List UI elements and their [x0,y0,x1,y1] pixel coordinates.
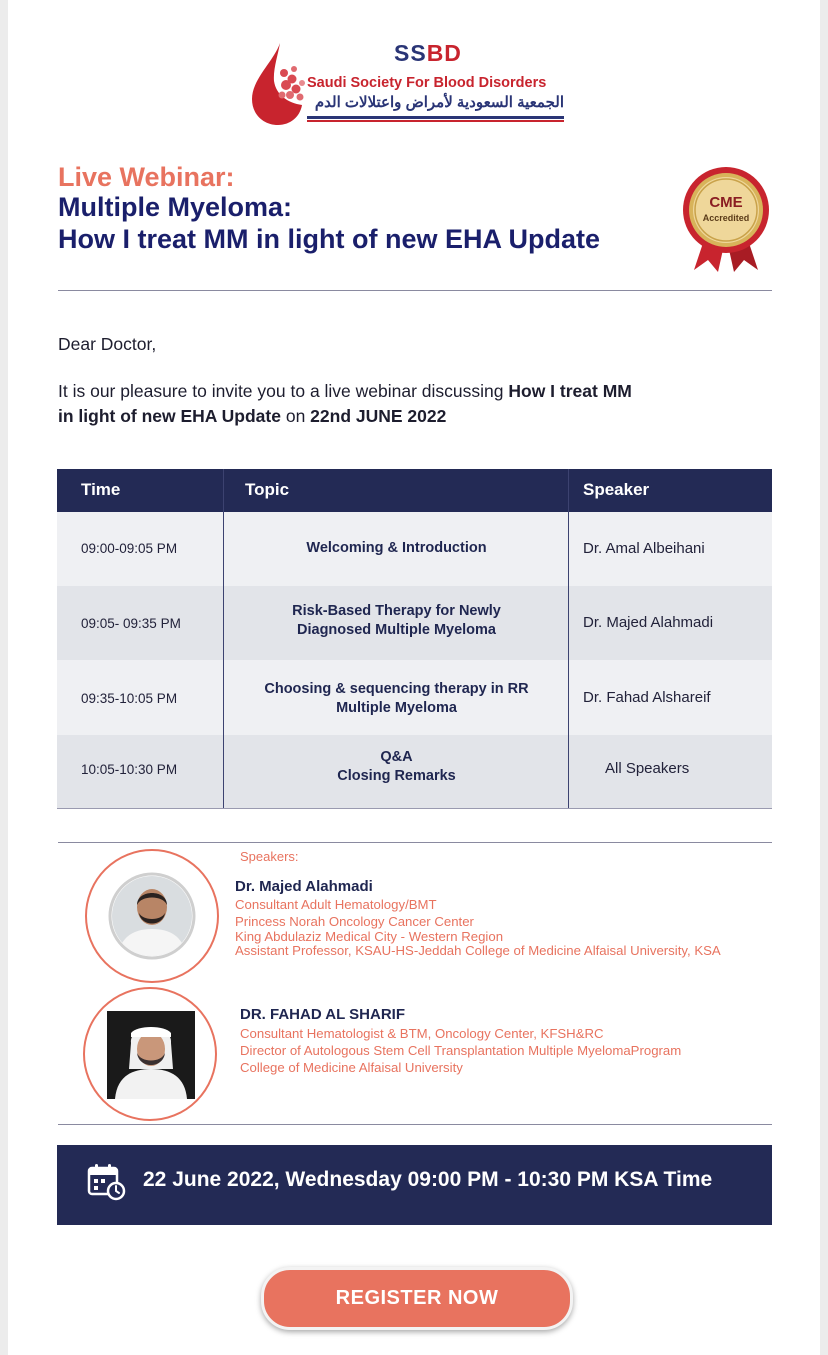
greeting: Dear Doctor, [58,334,157,354]
row-time: 09:05- 09:35 PM [81,616,181,631]
row-time: 10:05-10:30 PM [81,762,178,777]
table-row [57,660,772,735]
register-now-button[interactable]: REGISTER NOW [261,1267,573,1330]
logo-name-english: Saudi Society For Blood Disorders [307,75,547,91]
cme-badge-top-text: CME [709,194,743,211]
column-divider [568,469,569,808]
speaker-photo-icon [87,851,217,981]
table-row [57,735,772,808]
speaker-credential: Princess Norah Oncology Cancer Center [235,914,474,929]
divider [58,842,772,843]
header-topic: Topic [245,480,290,499]
event-datetime: 22 June 2022, Wednesday 09:00 PM - 10:30 PM KSA Time [143,1168,713,1191]
table-row [57,512,772,586]
row-speaker: Dr. Amal Albeihani [583,540,705,557]
table-row [57,586,772,660]
logo-underline-accent [307,120,564,122]
logo-name-arabic: الجمعية السعودية لأمراض واعتلالات الدم [314,94,564,111]
divider [58,1124,772,1125]
table-bottom-border [57,808,772,809]
logo-acronym: SSBD [394,40,462,66]
speaker-credential: Consultant Hematologist & BTM, Oncology Center, KFSH&RC [240,1026,604,1041]
speaker-name: Dr. Majed Alahmadi [235,878,373,895]
cme-accredited-badge [680,166,772,279]
email-page [8,0,820,1355]
speaker-credential: Director of Autologous Stem Cell Transplantation Multiple MyelomaProgram [240,1043,682,1058]
speaker-name: DR. FAHAD AL SHARIF [240,1006,405,1023]
row-speaker: Dr. Fahad Alshareif [583,689,711,706]
speakers-label: Speakers: [240,849,299,864]
row-time: 09:35-10:05 PM [81,691,178,706]
row-topic: Q&A Closing Remarks [337,749,456,784]
divider [58,290,772,291]
webinar-kicker: Live Webinar: [58,162,235,192]
event-datetime-banner [57,1145,772,1225]
speaker-photo-icon [85,989,215,1119]
calendar-clock-icon [86,1162,126,1202]
webinar-title-line2: How I treat MM in light of new EHA Update [58,224,600,254]
row-topic: Risk-Based Therapy for Newly Diagnosed Multiple Myeloma [292,603,501,638]
row-topic: Welcoming & Introduction [306,540,487,556]
avatar [83,987,217,1121]
row-topic: Choosing & sequencing therapy in RR Multiple Myeloma [264,681,529,716]
row-speaker: Dr. Majed Alahmadi [583,614,714,631]
row-time: 09:00-09:05 PM [81,541,178,556]
header-speaker: Speaker [583,480,650,499]
row-speaker: All Speakers [605,760,690,777]
column-divider [223,469,224,808]
avatar [85,849,219,983]
speaker-credential: King Abdulaziz Medical City - Western Region [235,929,504,944]
header-time: Time [81,480,121,499]
speaker-credential: Assistant Professor, KSAU-HS-Jeddah College of Medicine Alfaisal University, KSA [235,943,721,958]
logo-underline [307,116,564,119]
speaker-credential: Consultant Adult Hematology/BMT [235,897,437,912]
speaker-credential: College of Medicine Alfaisal University [240,1060,463,1075]
ssbd-logo [246,38,576,130]
intro-paragraph: It is our pleasure to invite you to a live webinar discussing How I treat MM in light of new EHA Update on 22nd JUNE 2022 [58,381,632,426]
webinar-title-line1: Multiple Myeloma: [58,192,293,222]
blood-drop-logo-icon [246,43,308,125]
table-header [57,469,772,512]
cme-badge-bottom-text: Accredited [702,213,750,223]
